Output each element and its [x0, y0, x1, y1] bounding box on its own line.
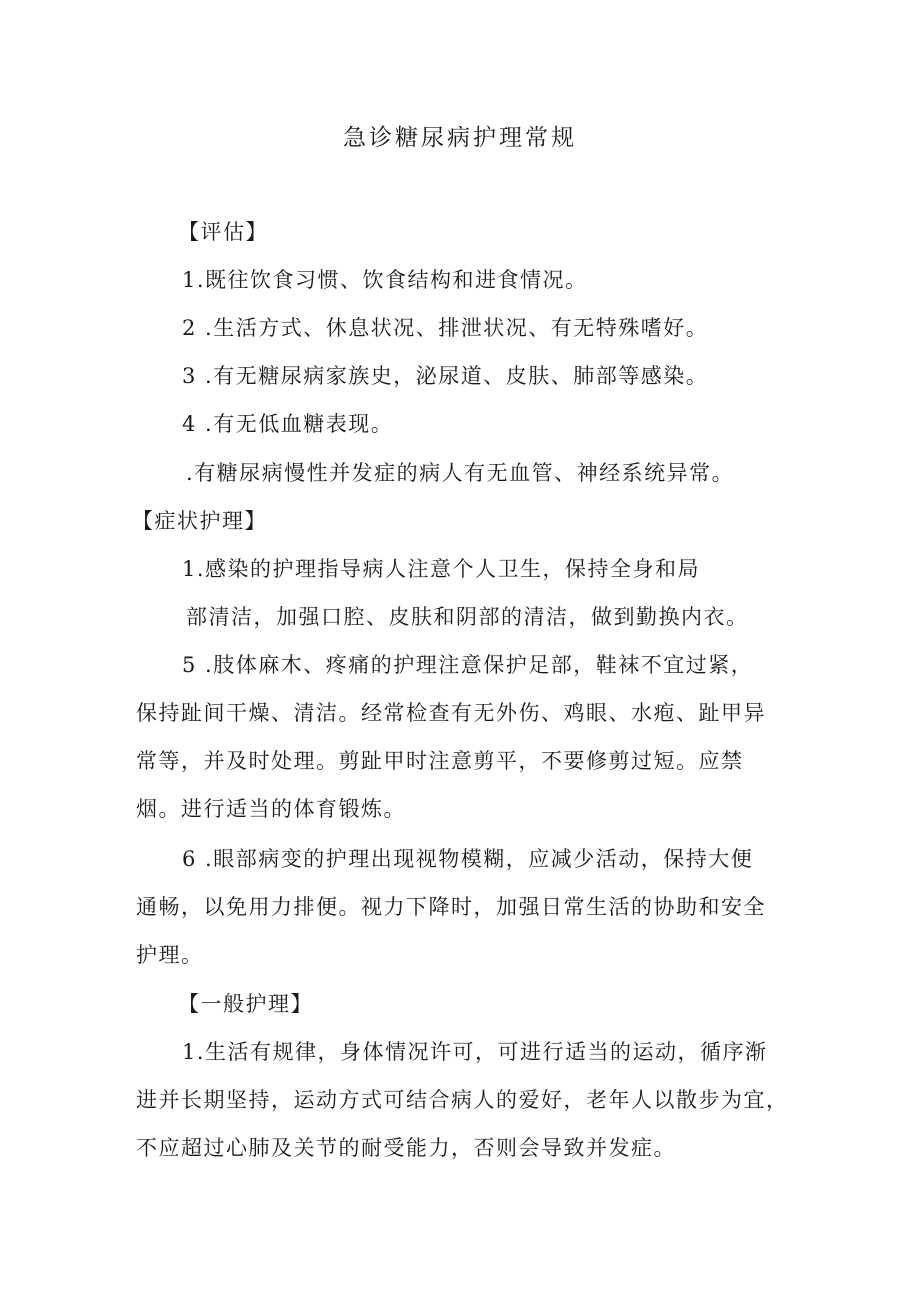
section-heading-general-care: 【一般护理】 — [178, 992, 313, 1016]
section-heading-assessment: 【评估】 — [178, 220, 268, 244]
symptom-care-line: 烟。进行适当的体育锻炼。 — [136, 797, 406, 821]
symptom-care-line: 常等，并及时处理。剪趾甲时注意剪平，不要修剪过短。应禁 — [136, 749, 744, 773]
assessment-item: 3 .有无糖尿病家族史，泌尿道、皮肤、肺部等感染。 — [182, 364, 709, 388]
assessment-item: 1.既往饮食习惯、饮食结构和进食情况。 — [182, 268, 588, 292]
section-heading-symptom-care: 【症状护理】 — [132, 509, 267, 533]
assessment-item: 4 .有无低血糖表现。 — [182, 412, 394, 436]
symptom-care-line: 护理。 — [136, 943, 204, 967]
symptom-care-line: 1.感染的护理指导病人注意个人卫生，保持全身和局 — [182, 557, 701, 581]
symptom-care-line: 6 .眼部病变的护理出现视物模糊，应减少活动，保持大便 — [182, 847, 754, 871]
general-care-line: 进并长期坚持，运动方式可结合病人的爱好，老年人以散步为宜， — [136, 1088, 789, 1112]
document-title: 急诊糖尿病护理常规 — [343, 125, 577, 151]
general-care-line: 不应超过心肺及关节的耐受能力，否则会导致并发症。 — [136, 1136, 676, 1160]
assessment-item: .有糖尿病慢性并发症的病人有无血管、神经系统异常。 — [186, 461, 735, 485]
general-care-line: 1.生活有规律，身体情况许可，可进行适当的运动，循序渐 — [182, 1040, 768, 1064]
assessment-item: 2 .生活方式、休息状况、排泄状况、有无特殊嗜好。 — [182, 316, 709, 340]
symptom-care-line: 5 .肢体麻木、疼痛的护理注意保护足部，鞋袜不宜过紧， — [182, 653, 754, 677]
symptom-care-line: 保持趾间干燥、清洁。经常检查有无外伤、鸡眼、水疱、趾甲异 — [136, 701, 766, 725]
symptom-care-line: 通畅，以免用力排便。视力下降时，加强日常生活的协助和安全 — [136, 895, 766, 919]
symptom-care-line: 部清洁，加强口腔、皮肤和阴部的清洁，做到勤换内衣。 — [186, 605, 749, 629]
